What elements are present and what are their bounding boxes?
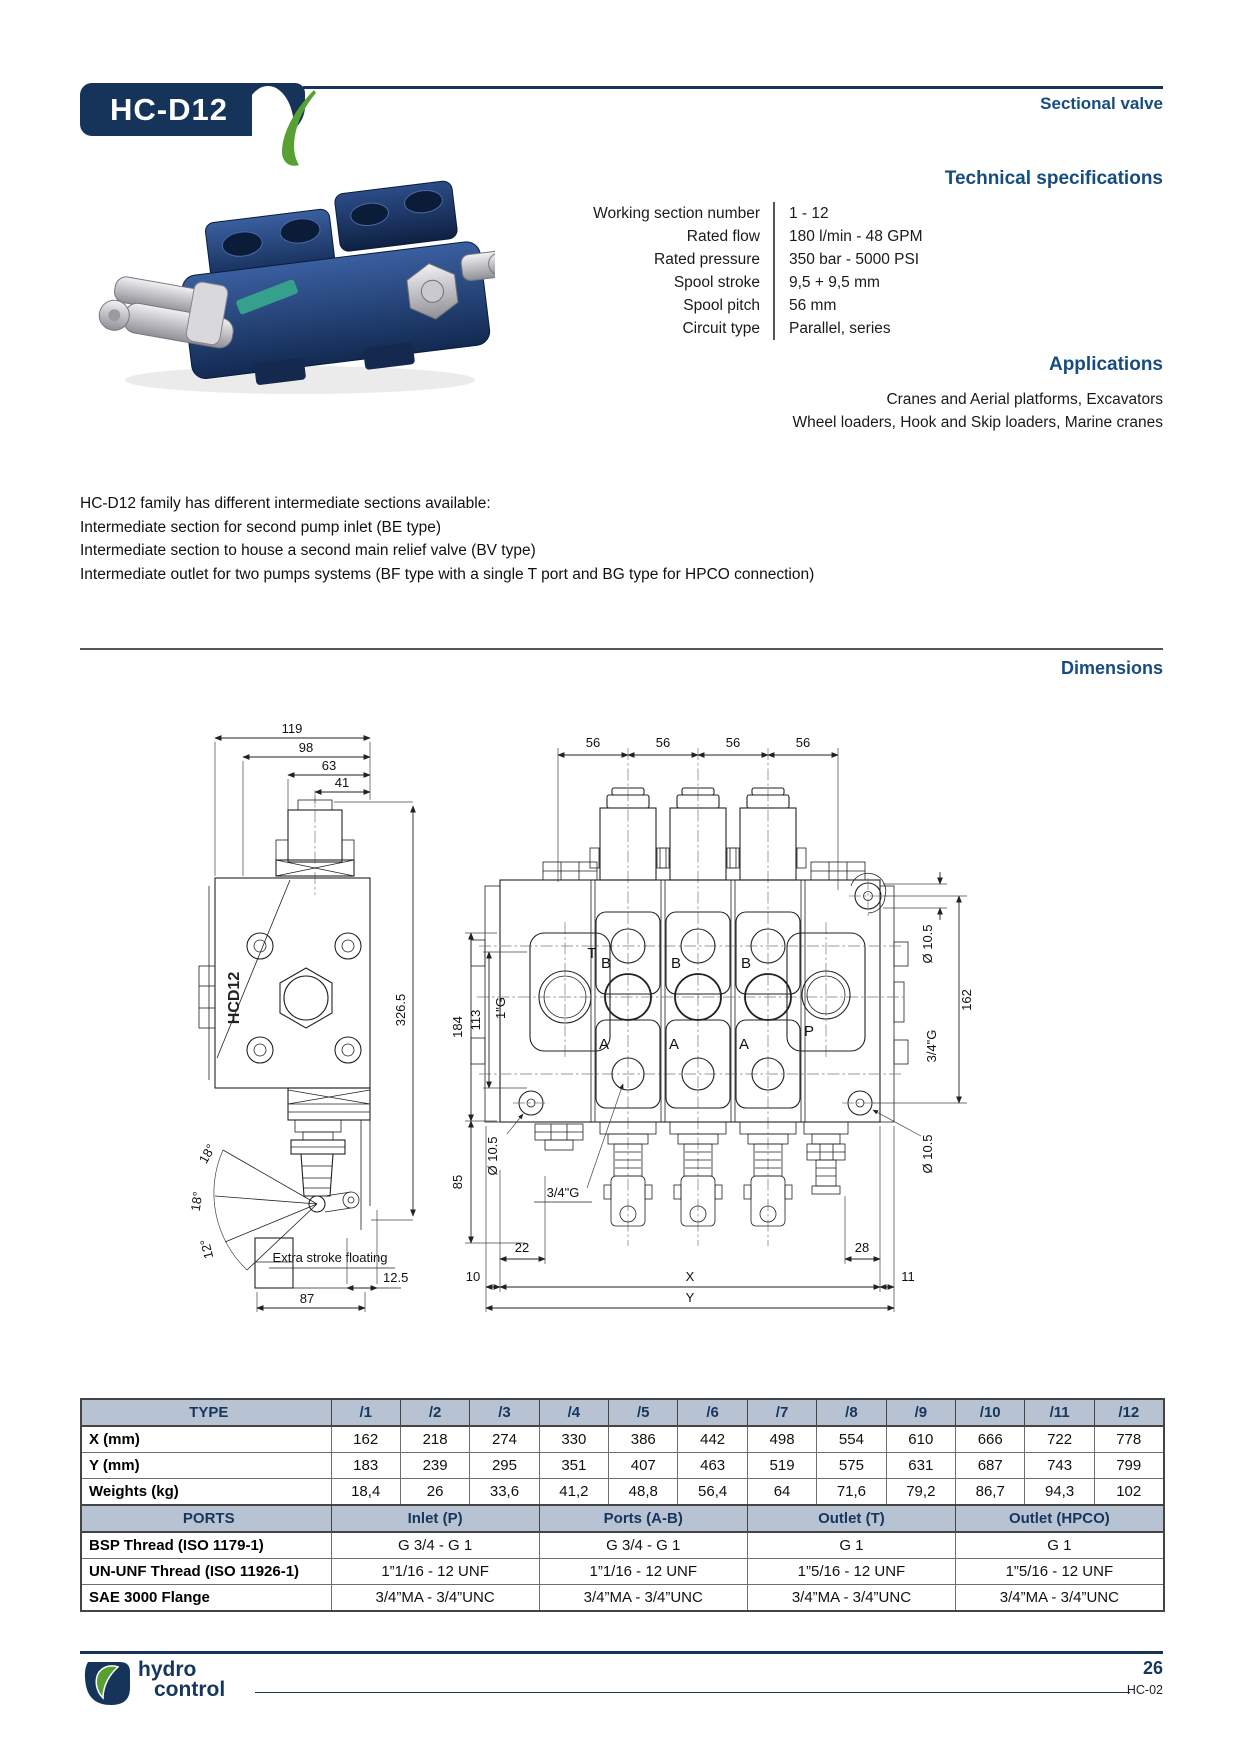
description-line: Intermediate section for second pump inlet (BE type)	[80, 518, 441, 536]
spec-value: 180 l/min - 48 GPM	[773, 225, 1163, 248]
spec-label: Working section number	[593, 205, 760, 222]
dim-87: 87	[299, 1291, 315, 1306]
row-label: Weights (kg)	[81, 1479, 331, 1506]
table-cell: 1”5/16 - 12 UNF	[747, 1559, 955, 1585]
row-label: Y (mm)	[81, 1453, 331, 1479]
table-cell: 3/4”MA - 3/4”UNC	[956, 1585, 1164, 1612]
table-cell: 64	[747, 1479, 816, 1506]
spec-value: 9,5 + 9,5 mm	[773, 271, 1163, 294]
column-header: /12	[1094, 1399, 1163, 1426]
port-b-label: B	[600, 955, 612, 972]
table-cell: 554	[817, 1426, 886, 1453]
table-cell: 26	[400, 1479, 469, 1506]
table-cell: 386	[609, 1426, 678, 1453]
table-cell: 498	[747, 1426, 816, 1453]
table-row	[81, 1479, 1164, 1506]
dia-10-5-top-right: Ø 10.5	[920, 924, 935, 964]
dia-10-5-left: Ø 10.5	[485, 1136, 500, 1176]
table-cell: 48,8	[609, 1479, 678, 1506]
table-row	[81, 1532, 1164, 1559]
dim-22: 22	[514, 1240, 530, 1255]
product-photo	[95, 158, 495, 403]
header-rule	[303, 86, 1163, 89]
thread-1g-label: 1"G	[493, 997, 508, 1019]
application-line: Wheel loaders, Hook and Skip loaders, Marine cranes	[792, 414, 1163, 431]
spec-label: Spool pitch	[683, 297, 760, 314]
dim-28: 28	[854, 1240, 870, 1255]
dim-56: 56	[725, 735, 741, 750]
spec-row	[560, 317, 1163, 340]
dimensions-table	[80, 1398, 1165, 1612]
dim-41: 41	[334, 775, 350, 790]
table-row	[81, 1426, 1164, 1453]
dimensions-title: Dimensions	[1060, 658, 1163, 678]
table-cell: G 1	[747, 1532, 955, 1559]
spec-row	[560, 248, 1163, 271]
table-cell: 666	[956, 1426, 1025, 1453]
dim-326-5: 326.5	[393, 993, 408, 1027]
specs-title: Technical specifications	[944, 168, 1163, 189]
table-cell: 575	[817, 1453, 886, 1479]
table-cell: G 3/4 - G 1	[539, 1532, 747, 1559]
dim-98: 98	[298, 740, 314, 755]
table-cell: 778	[1094, 1426, 1163, 1453]
port-a-label: A	[668, 1036, 680, 1053]
dim-y: Y	[685, 1290, 695, 1305]
applications-title: Applications	[1048, 354, 1163, 375]
column-header: Ports (A-B)	[539, 1505, 747, 1532]
spec-row	[560, 294, 1163, 317]
table-cell: G 3/4 - G 1	[331, 1532, 539, 1559]
port-b-label: B	[670, 955, 682, 972]
spec-row	[560, 271, 1163, 294]
dim-63: 63	[321, 758, 337, 773]
document-code: HC-02	[1126, 1683, 1163, 1697]
angle-12: 12°	[196, 1237, 217, 1261]
spec-label: Rated pressure	[654, 251, 760, 268]
dimensions-divider	[80, 648, 1163, 650]
table-row	[81, 1453, 1164, 1479]
row-label: SAE 3000 Flange	[81, 1585, 331, 1612]
application-line: Cranes and Aerial platforms, Excavators	[886, 391, 1163, 408]
table-cell: 743	[1025, 1453, 1094, 1479]
brand-wordmark	[138, 1660, 225, 1706]
dia-10-5-bottom-right: Ø 10.5	[920, 1134, 935, 1174]
dim-56: 56	[795, 735, 811, 750]
table-cell: 295	[470, 1453, 539, 1479]
thread-34g-side: 3/4"G	[924, 1029, 939, 1063]
table-header-row	[81, 1399, 1164, 1426]
column-header: Outlet (HPCO)	[956, 1505, 1164, 1532]
column-header: /8	[817, 1399, 886, 1426]
description-line: Intermediate section to house a second main relief valve (BV type)	[80, 542, 536, 559]
brand-line-2: control	[154, 1678, 226, 1701]
column-header: /4	[539, 1399, 608, 1426]
angle-18-lower: 18°	[187, 1190, 206, 1213]
table-cell: G 1	[956, 1532, 1164, 1559]
spec-value: 350 bar - 5000 PSI	[773, 248, 1163, 271]
column-header: /3	[470, 1399, 539, 1426]
ports-header-row	[81, 1505, 1164, 1532]
spec-value: 56 mm	[773, 294, 1163, 317]
table-cell: 162	[331, 1426, 400, 1453]
table-cell: 687	[956, 1453, 1025, 1479]
dim-113: 113	[468, 1009, 483, 1031]
spec-row	[560, 202, 1163, 225]
dim-184: 184	[450, 1016, 465, 1038]
company-logo	[80, 1660, 225, 1706]
port-b-label: B	[740, 955, 752, 972]
spec-value: 1 - 12	[773, 202, 1163, 225]
table-cell: 79,2	[886, 1479, 955, 1506]
spec-value: Parallel, series	[773, 317, 1163, 340]
table-cell: 519	[747, 1453, 816, 1479]
table-cell: 799	[1094, 1453, 1163, 1479]
family-description	[80, 492, 1080, 586]
description-line: Intermediate outlet for two pumps systems (BF type with a single T port and BG type for HPCO connection)	[80, 565, 815, 583]
table-cell: 1”1/16 - 12 UNF	[331, 1559, 539, 1585]
table-cell: 3/4”MA - 3/4”UNC	[331, 1585, 539, 1612]
column-header: TYPE	[81, 1399, 331, 1426]
product-model: HC-D12	[110, 91, 228, 127]
table-cell: 239	[400, 1453, 469, 1479]
dim-56: 56	[655, 735, 671, 750]
port-a-label: A	[738, 1036, 750, 1053]
column-header: /6	[678, 1399, 747, 1426]
port-t-label: T	[587, 945, 597, 962]
table-cell: 183	[331, 1453, 400, 1479]
row-label: BSP Thread (ISO 1179-1)	[81, 1532, 331, 1559]
table-cell: 442	[678, 1426, 747, 1453]
table-cell: 1”1/16 - 12 UNF	[539, 1559, 747, 1585]
table-cell: 274	[470, 1426, 539, 1453]
row-label: X (mm)	[81, 1426, 331, 1453]
dim-x: X	[685, 1269, 695, 1284]
table-cell: 71,6	[817, 1479, 886, 1506]
description-line: HC-D12 family has different intermediate sections available:	[80, 495, 491, 512]
page-number: 26	[1142, 1658, 1163, 1678]
valve-category: Sectional valve	[1040, 94, 1163, 113]
angle-18-upper: 18°	[195, 1141, 219, 1167]
spec-label: Spool stroke	[673, 274, 760, 291]
column-header: Outlet (T)	[747, 1505, 955, 1532]
dim-11: 11	[901, 1269, 915, 1284]
table-row	[81, 1559, 1164, 1585]
dim-56: 56	[585, 735, 601, 750]
thread-34g-a-port: 3/4"G	[546, 1185, 580, 1200]
table-cell: 351	[539, 1453, 608, 1479]
body-logo-label: HCD12	[226, 971, 243, 1025]
table-cell: 3/4”MA - 3/4”UNC	[539, 1585, 747, 1612]
drawing-side-view	[155, 690, 435, 1390]
column-header: PORTS	[81, 1505, 331, 1532]
table-cell: 33,6	[470, 1479, 539, 1506]
dim-119: 119	[281, 721, 303, 736]
drawing-front-view	[435, 690, 1010, 1390]
spec-label: Circuit type	[682, 320, 760, 337]
spec-row	[560, 225, 1163, 248]
dim-10: 10	[465, 1269, 481, 1284]
column-header: /1	[331, 1399, 400, 1426]
table-cell: 330	[539, 1426, 608, 1453]
port-a-label: A	[598, 1036, 610, 1053]
extra-stroke-note: Extra stroke floating	[272, 1250, 388, 1265]
column-header: /10	[956, 1399, 1025, 1426]
table-cell: 722	[1025, 1426, 1094, 1453]
table-cell: 41,2	[539, 1479, 608, 1506]
table-cell: 218	[400, 1426, 469, 1453]
hydrocontrol-logo-icon	[80, 1660, 132, 1706]
dim-85: 85	[450, 1174, 465, 1190]
brand-line-1: hydro	[138, 1658, 197, 1681]
dim-162: 162	[959, 989, 974, 1011]
table-cell: 3/4”MA - 3/4”UNC	[747, 1585, 955, 1612]
port-p-label: P	[803, 1023, 815, 1040]
spec-label: Rated flow	[686, 228, 760, 245]
table-cell: 610	[886, 1426, 955, 1453]
technical-specifications	[560, 168, 1163, 434]
table-cell: 407	[609, 1453, 678, 1479]
table-cell: 86,7	[956, 1479, 1025, 1506]
row-label: UN-UNF Thread (ISO 11926-1)	[81, 1559, 331, 1585]
table-cell: 56,4	[678, 1479, 747, 1506]
table-row	[81, 1585, 1164, 1612]
column-header: /9	[886, 1399, 955, 1426]
table-cell: 1”5/16 - 12 UNF	[956, 1559, 1164, 1585]
table-cell: 463	[678, 1453, 747, 1479]
column-header: Inlet (P)	[331, 1505, 539, 1532]
column-header: /2	[400, 1399, 469, 1426]
footer-rule	[80, 1651, 1163, 1654]
table-cell: 94,3	[1025, 1479, 1094, 1506]
table-cell: 102	[1094, 1479, 1163, 1506]
column-header: /11	[1025, 1399, 1094, 1426]
column-header: /7	[747, 1399, 816, 1426]
column-header: /5	[609, 1399, 678, 1426]
dim-12-5: 12.5	[383, 1270, 409, 1285]
table-cell: 631	[886, 1453, 955, 1479]
table-cell: 18,4	[331, 1479, 400, 1506]
